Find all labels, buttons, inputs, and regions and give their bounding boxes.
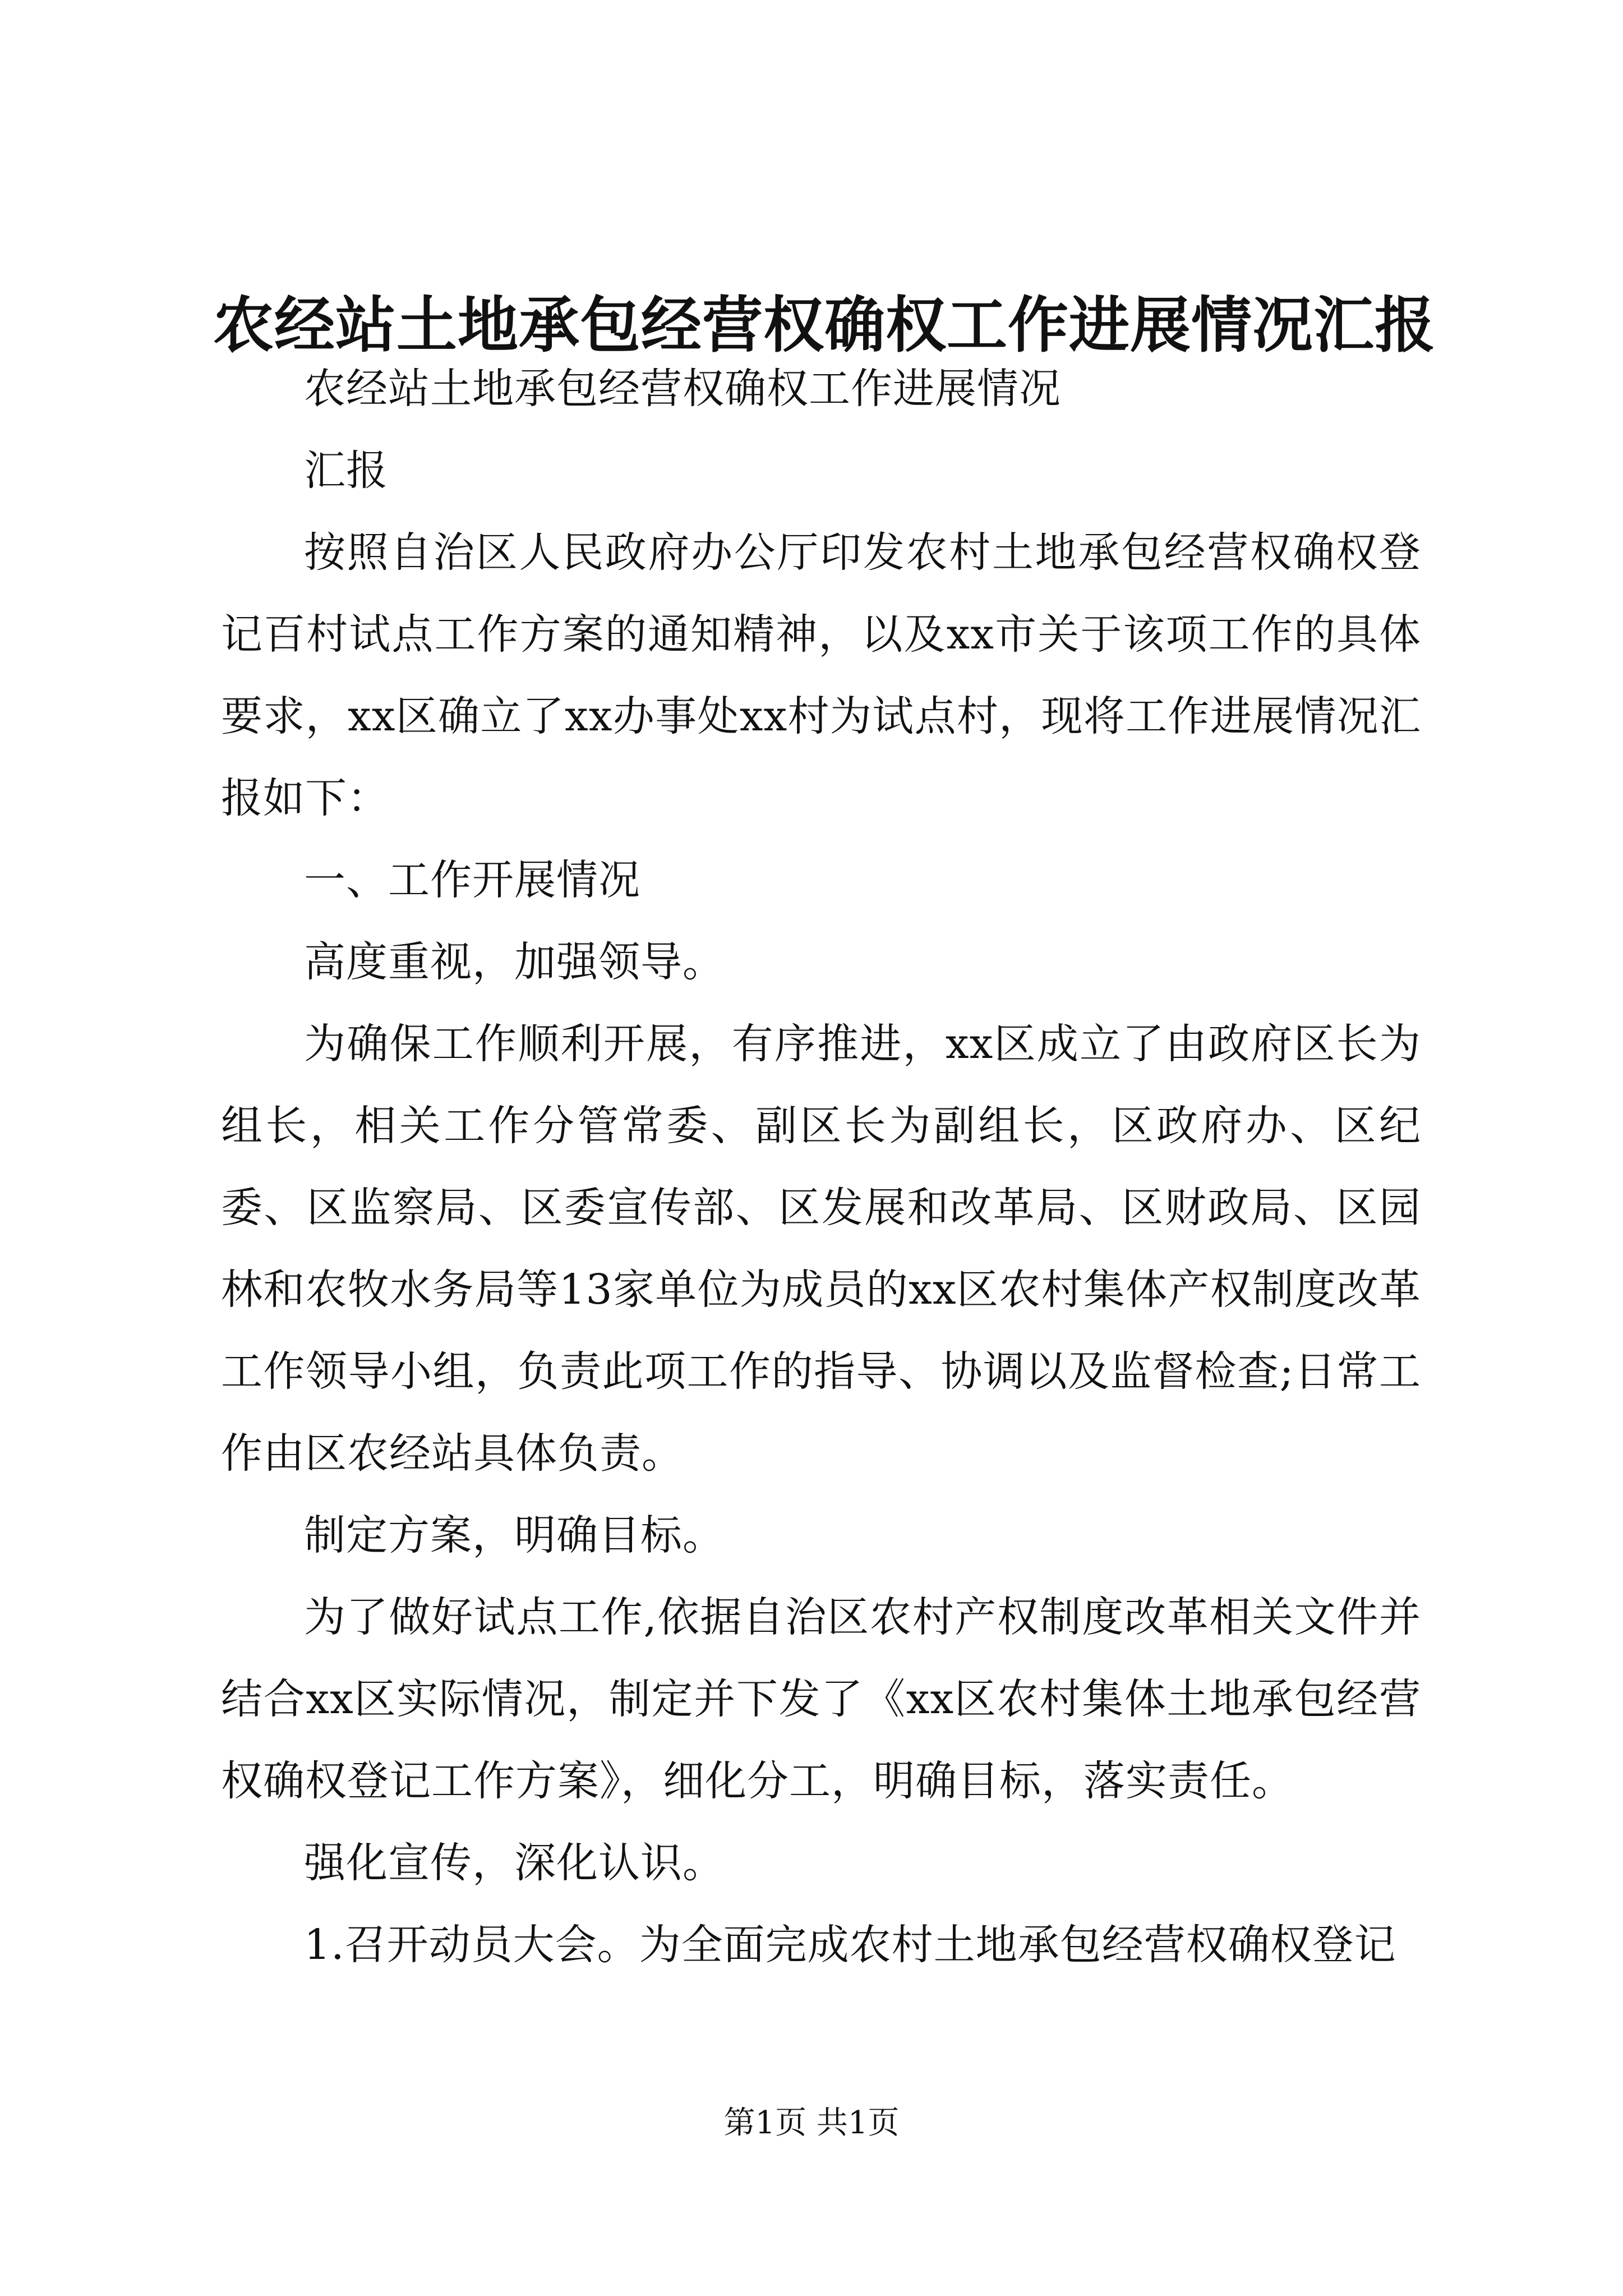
- document-title: 农经站土地承包经营权确权工作进展情况汇报: [213, 290, 1436, 361]
- paragraph-subtitle-line-1: 农经站土地承包经营权确权工作进展情况: [304, 365, 1061, 413]
- section-heading: 一、工作开展情况: [304, 856, 640, 904]
- page-number-footer: 第1页 共1页: [723, 2105, 900, 2141]
- document-body: [221, 348, 1421, 1986]
- subheading-plan: 制定方案，明确目标。: [304, 1511, 725, 1559]
- subheading-publicity: 强化宣传，深化认识。: [304, 1839, 725, 1887]
- paragraph-leadership: 为确保工作顺利开展，有序推进，xx区成立了由政府区长为组长，相关工作分管常委、副区长为副组长，区政府办、区纪委、区监察局、区委宣传部、区发展和改革局、区财政局、区园林和农牧水务局等13家单位为成员的xx区农村集体产权制度改革工作领导小组，负责此项工作的指导、协调以及监督检查;日常工作由区农经站具体负责。: [221, 1020, 1421, 1478]
- subheading-leadership: 高度重视，加强领导。: [304, 938, 725, 986]
- paragraph-plan: 为了做好试点工作,依据自治区农村产权制度改革相关文件并结合xx区实际情况，制定并下发了《xx区农村集体土地承包经营权确权登记工作方案》，细化分工，明确目标，落实责任。: [221, 1593, 1421, 1805]
- paragraph-subtitle-line-2: 汇报: [304, 447, 388, 495]
- paragraph-mobilization: 1.召开动员大会。为全面完成农村土地承包经营权确权登记: [304, 1921, 1396, 1969]
- paragraph-intro: 按照自治区人民政府办公厅印发农村土地承包经营权确权登记百村试点工作方案的通知精神，以及xx市关于该项工作的具体要求，xx区确立了xx办事处xx村为试点村，现将工作进展情况汇报如下：: [221, 528, 1421, 822]
